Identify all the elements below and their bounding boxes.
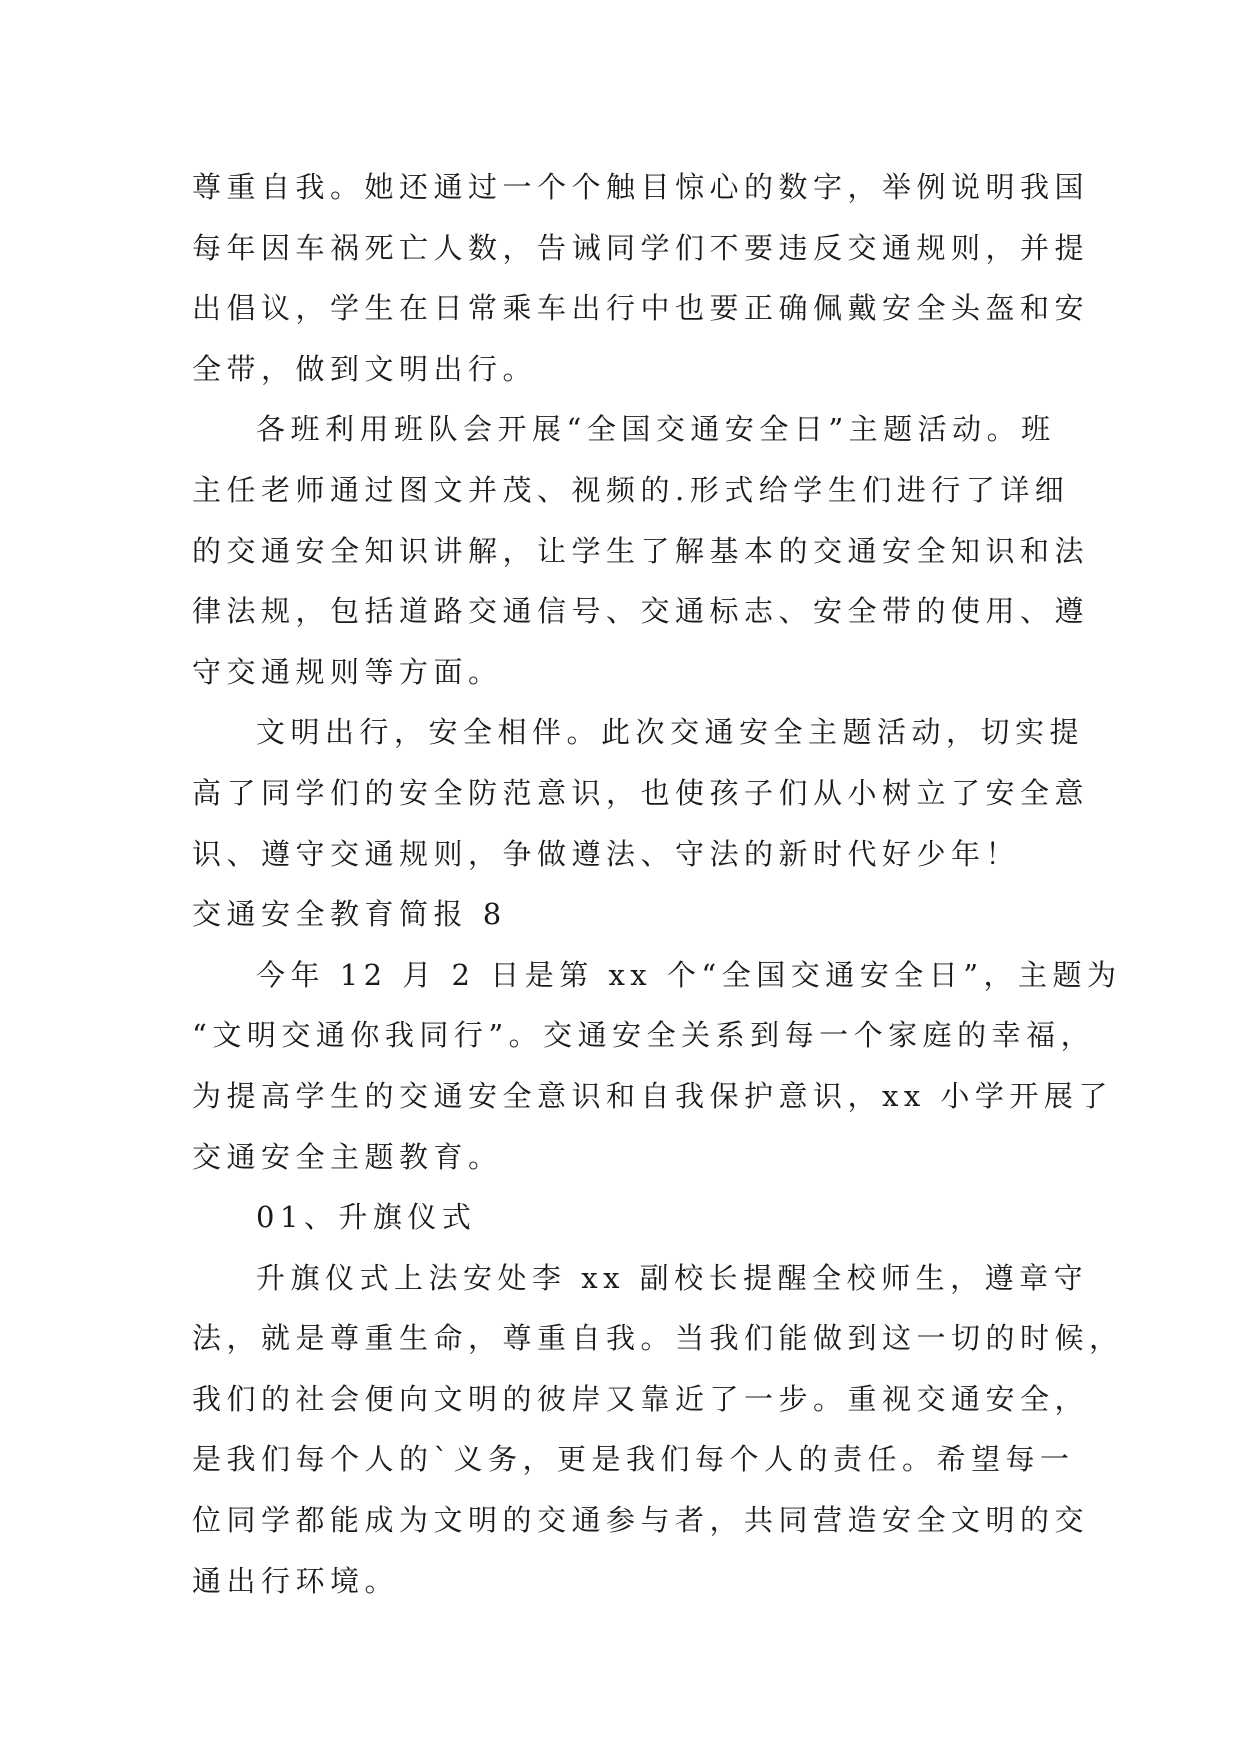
section-heading: 交通安全教育简报 8 xyxy=(192,897,507,932)
text-line: 交通安全主题教育。 xyxy=(192,1139,503,1174)
text-line: 出倡议，学生在日常乘车出行中也要正确佩戴安全头盔和安 xyxy=(192,291,1090,326)
text-line: 是我们每个人的`义务，更是我们每个人的责任。希望每一 xyxy=(192,1442,1075,1477)
text-line: 为提高学生的交通安全意识和自我保护意识，xx 小学开展了 xyxy=(192,1078,1113,1113)
text-line: 尊重自我。她还通过一个个触目惊心的数字，举例说明我国 xyxy=(192,170,1090,204)
paragraph-start-line: 文明出行，安全相伴。此次交通安全主题活动，切实提 xyxy=(256,715,1085,750)
text-line: “文明交通你我同行”。交通安全关系到每一个家庭的幸福， xyxy=(192,1018,1096,1053)
text-line: 每年因车祸死亡人数，告诫同学们不要违反交通规则，并提 xyxy=(192,230,1090,265)
paragraph-start-line: 升旗仪式上法安处李 xx 副校长提醒全校师生，遵章守 xyxy=(256,1260,1089,1295)
paragraph-start-line: 今年 12 月 2 日是第 xx 个“全国交通安全日”，主题为 xyxy=(256,957,1122,992)
text-line: 通出行环境。 xyxy=(192,1563,400,1598)
text-line: 的交通安全知识讲解，让学生了解基本的交通安全知识和法 xyxy=(192,533,1090,568)
text-line: 法，就是尊重生命，尊重自我。当我们能做到这一切的时候， xyxy=(192,1321,1124,1356)
text-line: 全带，做到文明出行。 xyxy=(192,351,538,386)
subsection-heading: 01、升旗仪式 xyxy=(256,1200,477,1235)
text-line: 律法规，包括道路交通信号、交通标志、安全带的使用、遵 xyxy=(192,594,1090,629)
text-line: 主任老师通过图文并茂、视频的.形式给学生们进行了详细 xyxy=(192,472,1070,507)
text-line: 高了同学们的安全防范意识，也使孩子们从小树立了安全意 xyxy=(192,775,1090,810)
paragraph-start-line: 各班利用班队会开展“全国交通安全日”主题活动。班 xyxy=(256,412,1056,447)
text-line: 位同学都能成为文明的交通参与者，共同营造安全文明的交 xyxy=(192,1503,1090,1538)
text-line: 守交通规则等方面。 xyxy=(192,654,503,689)
document-body xyxy=(192,157,1124,1611)
text-line: 识、遵守交通规则，争做遵法、守法的新时代好少年！ xyxy=(192,836,1021,871)
text-line: 我们的社会便向文明的彼岸又靠近了一步。重视交通安全， xyxy=(192,1381,1090,1416)
